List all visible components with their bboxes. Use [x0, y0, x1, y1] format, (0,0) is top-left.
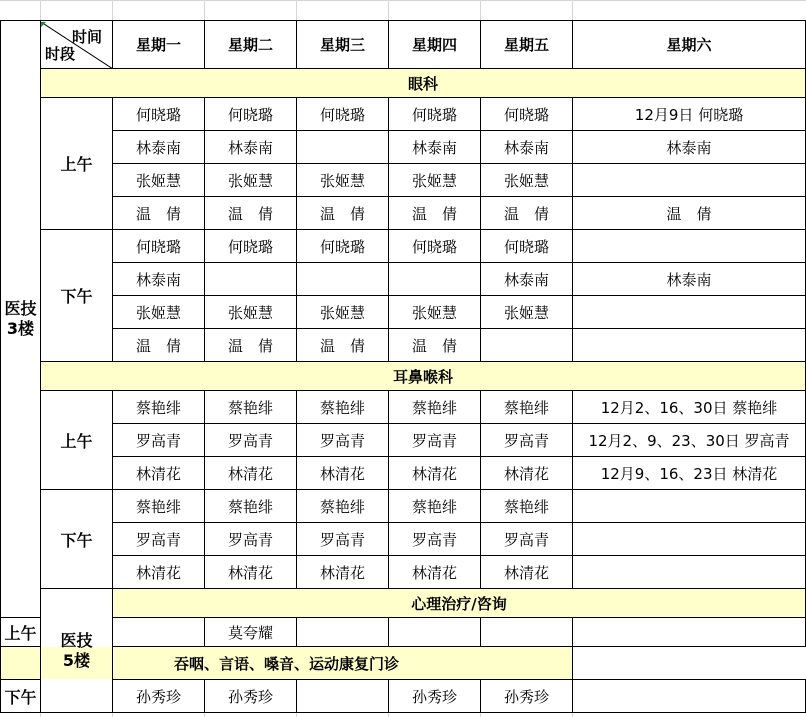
- schedule-row: [1, 296, 806, 329]
- schedule-cell[interactable]: [573, 556, 806, 589]
- schedule-cell[interactable]: [481, 618, 573, 647]
- schedule-cell[interactable]: 罗高青: [297, 523, 389, 556]
- schedule-cell[interactable]: 林清花: [389, 556, 481, 589]
- schedule-cell[interactable]: [573, 618, 806, 647]
- period-pm[interactable]: 下午: [41, 490, 113, 589]
- day-header[interactable]: 星期六: [573, 21, 806, 69]
- schedule-row: [1, 490, 806, 523]
- schedule-cell[interactable]: 张姬慧: [481, 296, 573, 329]
- schedule-cell[interactable]: 孙秀珍: [481, 680, 573, 713]
- comment-marker-icon: [41, 22, 46, 27]
- schedule-cell[interactable]: 12月9日 何晓璐: [573, 98, 806, 131]
- schedule-cell[interactable]: 蔡艳绯: [389, 391, 481, 424]
- schedule-cell[interactable]: 何晓璐: [205, 98, 297, 131]
- schedule-row: [1, 164, 806, 197]
- department-psych[interactable]: 心理治疗/咨询: [113, 589, 806, 618]
- schedule-cell[interactable]: 何晓璐: [481, 98, 573, 131]
- schedule-row: [1, 680, 806, 713]
- schedule-cell[interactable]: 孙秀珍: [113, 680, 205, 713]
- schedule-cell[interactable]: 温 倩: [205, 329, 297, 362]
- gridline: [0, 0, 806, 1]
- period-pm[interactable]: 下午: [1, 680, 41, 713]
- schedule-cell[interactable]: [573, 296, 806, 329]
- schedule-row: [1, 98, 806, 131]
- period-am[interactable]: 上午: [1, 618, 41, 647]
- schedule-table: [0, 20, 806, 713]
- schedule-cell[interactable]: 孙秀珍: [389, 680, 481, 713]
- schedule-cell[interactable]: [205, 263, 297, 296]
- schedule-cell[interactable]: 张姬慧: [297, 164, 389, 197]
- corner-cell[interactable]: [41, 21, 113, 69]
- header-row: [1, 21, 806, 69]
- schedule-cell[interactable]: 何晓璐: [113, 98, 205, 131]
- schedule-cell[interactable]: 12月9、16、23日 林清花: [573, 457, 806, 490]
- department-row: [1, 362, 806, 391]
- schedule-cell[interactable]: 蔡艳绯: [481, 391, 573, 424]
- schedule-cell[interactable]: 林清花: [113, 457, 205, 490]
- schedule-cell[interactable]: 罗高青: [389, 523, 481, 556]
- schedule-cell[interactable]: [573, 490, 806, 523]
- schedule-cell[interactable]: [481, 329, 573, 362]
- schedule-row: [1, 131, 806, 164]
- schedule-row: [1, 329, 806, 362]
- schedule-cell[interactable]: 张姬慧: [113, 164, 205, 197]
- schedule-cell[interactable]: 温 倩: [113, 329, 205, 362]
- schedule-cell[interactable]: 蔡艳绯: [205, 391, 297, 424]
- schedule-cell[interactable]: 温 倩: [205, 197, 297, 230]
- schedule-cell[interactable]: 罗高青: [113, 424, 205, 457]
- schedule-cell[interactable]: 林泰南: [113, 263, 205, 296]
- schedule-cell[interactable]: 林清花: [205, 556, 297, 589]
- schedule-cell[interactable]: 林清花: [113, 556, 205, 589]
- period-am[interactable]: 上午: [41, 391, 113, 490]
- schedule-cell[interactable]: 林清花: [389, 457, 481, 490]
- schedule-cell[interactable]: 张姬慧: [389, 296, 481, 329]
- schedule-cell[interactable]: 温 倩: [113, 197, 205, 230]
- day-header[interactable]: 星期五: [481, 21, 573, 69]
- schedule-cell[interactable]: 何晓璐: [389, 98, 481, 131]
- schedule-cell[interactable]: 蔡艳绯: [481, 490, 573, 523]
- floor-label-5: 医技5楼: [60, 630, 93, 670]
- day-header[interactable]: 星期四: [389, 21, 481, 69]
- schedule-cell[interactable]: 罗高青: [205, 523, 297, 556]
- schedule-cell[interactable]: 温 倩: [389, 329, 481, 362]
- schedule-cell[interactable]: [389, 263, 481, 296]
- schedule-cell[interactable]: 林清花: [297, 457, 389, 490]
- schedule-cell[interactable]: 张姬慧: [205, 296, 297, 329]
- schedule-row: [1, 424, 806, 457]
- schedule-cell[interactable]: 莫夸耀: [205, 618, 297, 647]
- schedule-cell[interactable]: 温 倩: [297, 329, 389, 362]
- schedule-cell[interactable]: [573, 230, 806, 263]
- schedule-row: [1, 556, 806, 589]
- schedule-cell[interactable]: 何晓璐: [297, 230, 389, 263]
- schedule-cell[interactable]: 张姬慧: [205, 164, 297, 197]
- day-header[interactable]: 星期一: [113, 21, 205, 69]
- schedule-cell[interactable]: [573, 164, 806, 197]
- schedule-row: [1, 618, 806, 647]
- schedule-cell[interactable]: 林清花: [205, 457, 297, 490]
- schedule-cell[interactable]: [297, 263, 389, 296]
- schedule-row: [1, 523, 806, 556]
- department-rehab[interactable]: 吞咽、言语、嗓音、运动康复门诊: [1, 647, 573, 680]
- period-pm[interactable]: 下午: [41, 230, 113, 362]
- day-header[interactable]: 星期三: [297, 21, 389, 69]
- schedule-cell[interactable]: 蔡艳绯: [113, 490, 205, 523]
- schedule-cell[interactable]: 林泰南: [205, 131, 297, 164]
- schedule-cell[interactable]: 林清花: [297, 556, 389, 589]
- schedule-cell[interactable]: 罗高青: [389, 424, 481, 457]
- schedule-cell[interactable]: 温 倩: [389, 197, 481, 230]
- department-row: [1, 69, 806, 98]
- schedule-row: [1, 197, 806, 230]
- schedule-cell[interactable]: [297, 680, 389, 713]
- schedule-cell[interactable]: [389, 618, 481, 647]
- department-eye[interactable]: 眼科: [41, 69, 806, 98]
- schedule-cell[interactable]: 罗高青: [481, 424, 573, 457]
- schedule-cell[interactable]: 林泰南: [113, 131, 205, 164]
- schedule-row: [1, 457, 806, 490]
- schedule-cell[interactable]: [573, 680, 806, 713]
- schedule-cell[interactable]: 蔡艳绯: [297, 391, 389, 424]
- schedule-cell[interactable]: 林泰南: [481, 263, 573, 296]
- schedule-cell[interactable]: 林泰南: [573, 263, 806, 296]
- schedule-cell[interactable]: 罗高青: [481, 523, 573, 556]
- schedule-cell[interactable]: 张姬慧: [113, 296, 205, 329]
- schedule-cell[interactable]: 何晓璐: [389, 230, 481, 263]
- schedule-cell[interactable]: 张姬慧: [389, 164, 481, 197]
- floor-label-3: 医技3楼: [4, 299, 37, 338]
- schedule-cell[interactable]: [573, 523, 806, 556]
- schedule-cell[interactable]: 张姬慧: [481, 164, 573, 197]
- department-row: [1, 647, 806, 680]
- schedule-cell[interactable]: 孙秀珍: [205, 680, 297, 713]
- schedule-cell[interactable]: 张姬慧: [297, 296, 389, 329]
- schedule-cell[interactable]: 罗高青: [297, 424, 389, 457]
- schedule-cell[interactable]: 何晓璐: [113, 230, 205, 263]
- schedule-cell[interactable]: 何晓璐: [481, 230, 573, 263]
- schedule-cell[interactable]: 林泰南: [573, 131, 806, 164]
- schedule-cell[interactable]: 何晓璐: [205, 230, 297, 263]
- schedule-cell[interactable]: 林泰南: [481, 131, 573, 164]
- schedule-cell[interactable]: 蔡艳绯: [297, 490, 389, 523]
- schedule-cell[interactable]: 林泰南: [389, 131, 481, 164]
- schedule-cell[interactable]: 蔡艳绯: [205, 490, 297, 523]
- schedule-cell[interactable]: 蔡艳绯: [389, 490, 481, 523]
- floor-cell-3[interactable]: [1, 21, 41, 618]
- schedule-cell[interactable]: [297, 618, 389, 647]
- schedule-cell[interactable]: [113, 618, 205, 647]
- schedule-cell[interactable]: 12月2、16、30日 蔡艳绯: [573, 391, 806, 424]
- schedule-cell[interactable]: 林清花: [481, 457, 573, 490]
- corner-period-label: 时段: [45, 44, 76, 63]
- schedule-cell[interactable]: 温 倩: [481, 197, 573, 230]
- schedule-row: [1, 391, 806, 424]
- schedule-cell[interactable]: 罗高青: [205, 424, 297, 457]
- schedule-cell[interactable]: 何晓璐: [297, 98, 389, 131]
- schedule-cell[interactable]: 12月2、9、23、30日 罗高青: [573, 424, 806, 457]
- schedule-cell[interactable]: 蔡艳绯: [113, 391, 205, 424]
- department-ent[interactable]: 耳鼻喉科: [41, 362, 806, 391]
- schedule-cell[interactable]: [297, 131, 389, 164]
- schedule-cell[interactable]: [573, 329, 806, 362]
- schedule-cell[interactable]: 温 倩: [297, 197, 389, 230]
- period-am[interactable]: 上午: [41, 98, 113, 230]
- day-header[interactable]: 星期二: [205, 21, 297, 69]
- schedule-cell[interactable]: 罗高青: [113, 523, 205, 556]
- corner-time-label: 时间: [71, 27, 102, 46]
- department-row: [1, 589, 806, 618]
- schedule-row: [1, 263, 806, 296]
- schedule-row: [1, 230, 806, 263]
- schedule-cell[interactable]: 林清花: [481, 556, 573, 589]
- schedule-cell[interactable]: 温 倩: [573, 197, 806, 230]
